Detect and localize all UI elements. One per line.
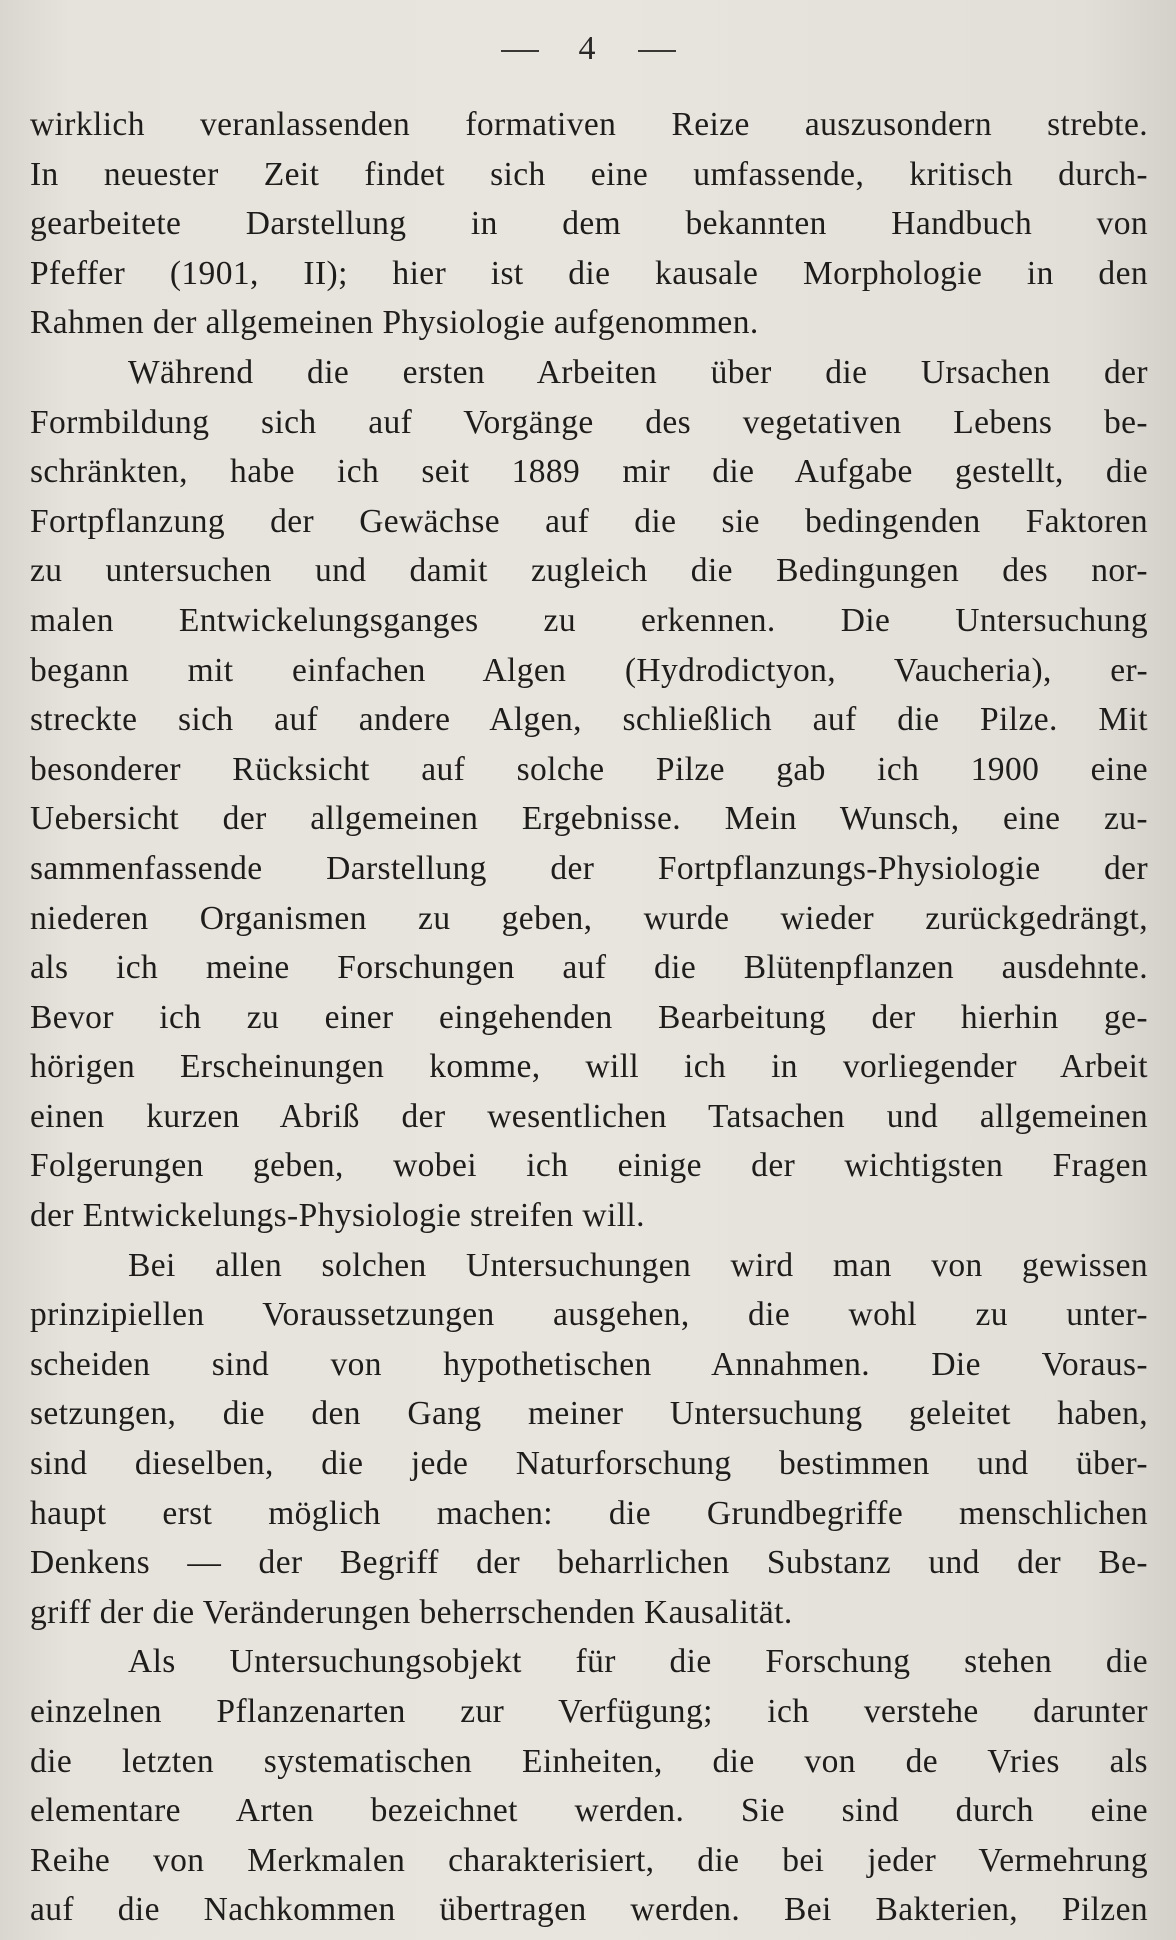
header-dash-left [501,50,539,52]
text-line: Reihe von Merkmalen charakterisiert, die bei jeder Vermehrung [30,1841,1148,1879]
text-line: schränkten, habe ich seit 1889 mir die Aufgabe gestellt, die [30,453,1148,491]
text-line: Formbildung sich auf Vorgänge des vegetativen Lebens be- [30,403,1148,441]
text-line: gearbeitete Darstellung in dem bekannten Handbuch von [30,205,1148,243]
text-line: scheiden sind von hypothetischen Annahmen. Die Voraus- [30,1345,1148,1383]
text-line: streckte sich auf andere Algen, schließlich auf die Pilze. Mit [30,701,1148,739]
text-line: setzungen, die den Gang meiner Untersuchung geleitet haben, [30,1395,1148,1433]
text-line: Folgerungen geben, wobei ich einige der wichtigsten Fragen [30,1147,1148,1185]
header-dash-right [638,50,676,52]
text-line: Pfeffer (1901, II); hier ist die kausale Morphologie in den [30,254,1148,292]
text-line: hörigen Erscheinungen komme, will ich in vorliegender Arbeit [30,1048,1148,1086]
text-line: zu untersuchen und damit zugleich die Bedingungen des nor- [30,552,1148,590]
text-line: niederen Organismen zu geben, wurde wieder zurückgedrängt, [30,899,1148,937]
text-line: griff der die Veränderungen beherrschenden Kausalität. [30,1593,793,1631]
body-text [30,100,1148,1935]
text-line: haupt erst möglich machen: die Grundbegriffe menschlichen [30,1494,1148,1532]
text-line: auf die Nachkommen übertragen werden. Bei Bakterien, Pilzen [30,1891,1148,1929]
text-line: Bevor ich zu einer eingehenden Bearbeitung der hierhin ge- [30,998,1148,1036]
page-header [0,30,1176,68]
text-line: begann mit einfachen Algen (Hydrodictyon, Vaucheria), er- [30,651,1148,689]
text-line: die letzten systematischen Einheiten, die von de Vries als [30,1742,1148,1780]
text-line: einzelnen Pflanzenarten zur Verfügung; ich verstehe darunter [30,1693,1148,1730]
text-line: malen Entwickelungsganges zu erkennen. Die Untersuchung [30,601,1148,639]
paragraph-first-line: Bei allen solchen Untersuchungen wird man von gewissen [128,1246,1148,1284]
text-line: prinzipiellen Voraussetzungen ausgehen, die wohl zu unter- [30,1296,1148,1334]
paragraph-first-line: Während die ersten Arbeiten über die Ursachen der [128,353,1148,391]
text-line: der Entwickelungs-Physiologie streifen will. [30,1197,645,1235]
page-number: 4 [578,30,598,67]
text-line: elementare Arten bezeichnet werden. Sie sind durch eine [30,1792,1148,1830]
text-line: Rahmen der allgemeinen Physiologie aufgenommen. [30,304,759,342]
paragraph-first-line: Als Untersuchungsobjekt für die Forschung stehen die [128,1643,1148,1681]
text-line: Denkens — der Begriff der beharrlichen Substanz und der Be- [30,1544,1148,1582]
text-line: In neuester Zeit findet sich eine umfassende, kritisch durch- [30,155,1148,193]
text-line: Uebersicht der allgemeinen Ergebnisse. Mein Wunsch, eine zu- [30,800,1148,838]
text-line: als ich meine Forschungen auf die Blütenpflanzen ausdehnte. [30,949,1148,987]
text-line: einen kurzen Abriß der wesentlichen Tatsachen und allgemeinen [30,1097,1148,1135]
text-line: sind dieselben, die jede Naturforschung bestimmen und über- [30,1445,1148,1483]
text-line: besonderer Rücksicht auf solche Pilze gab ich 1900 eine [30,750,1148,788]
text-line: sammenfassende Darstellung der Fortpflanzungs-Physiologie der [30,849,1148,887]
text-line: wirklich veranlassenden formativen Reize auszusondern strebte. [30,106,1148,143]
text-line: Fortpflanzung der Gewächse auf die sie bedingenden Faktoren [30,502,1148,540]
